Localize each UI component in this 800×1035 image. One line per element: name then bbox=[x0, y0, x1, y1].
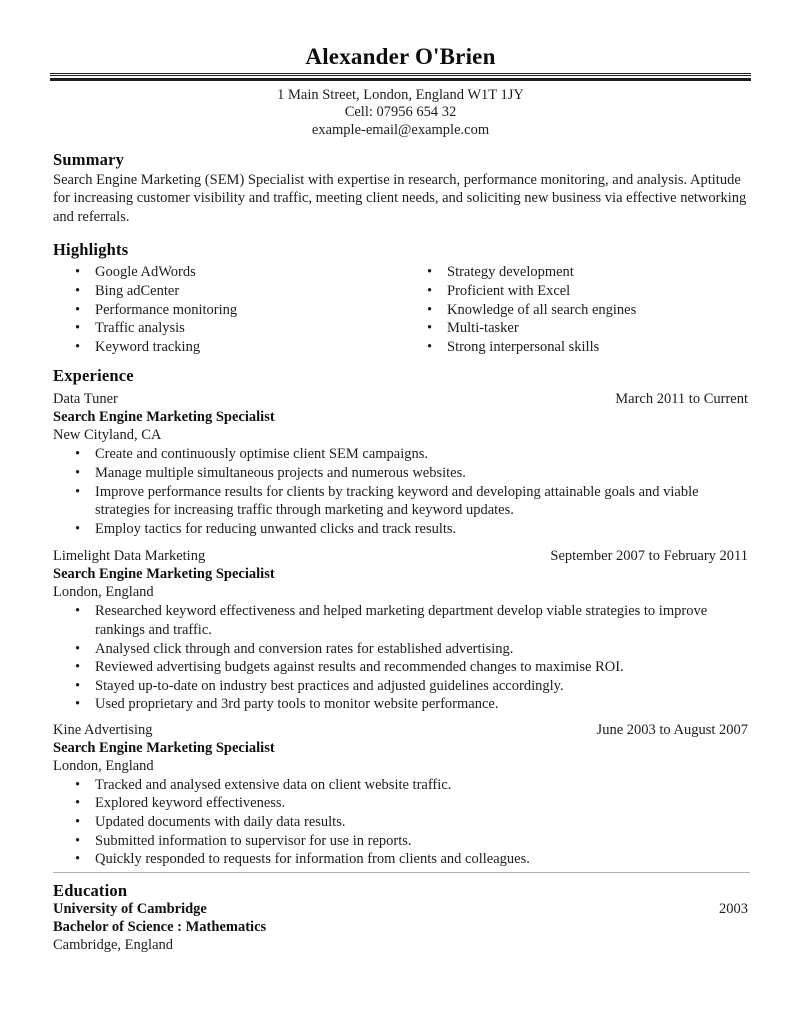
job-location: London, England bbox=[53, 757, 154, 774]
highlight-text: Traffic analysis bbox=[95, 320, 185, 337]
job-bullet-text: Quickly responded to requests for information from clients and colleagues. bbox=[95, 851, 530, 868]
bullet-marker: • bbox=[75, 603, 81, 620]
highlight-item bbox=[427, 319, 748, 338]
bullet-marker: • bbox=[75, 677, 81, 694]
bullet-marker: • bbox=[75, 851, 81, 868]
job-location: New Cityland, CA bbox=[53, 427, 162, 444]
job-bullet-text: Create and continuously optimise client SEM campaigns. bbox=[95, 446, 429, 463]
highlight-text: Strategy development bbox=[447, 264, 574, 281]
bullet-marker: • bbox=[75, 446, 81, 463]
bullet-marker: • bbox=[75, 776, 81, 793]
job-bullet-text: Tracked and analysed extensive data on client website traffic. bbox=[95, 776, 452, 793]
highlight-item bbox=[75, 319, 405, 338]
highlight-item bbox=[75, 338, 405, 357]
job-bullet-text: Researched keyword effectiveness and helped marketing department develop viable strategies to improve rankings and traffic. bbox=[95, 603, 708, 638]
bullet-marker: • bbox=[75, 659, 81, 676]
job-bullet-text: Stayed up-to-date on industry best practices and adjusted guidelines accordingly. bbox=[95, 677, 564, 694]
job-bullet-text: Used proprietary and 3rd party tools to monitor website performance. bbox=[95, 696, 499, 713]
job-dates: June 2003 to August 2007 bbox=[596, 721, 748, 738]
highlight-item bbox=[427, 301, 748, 320]
job-bullet-text: Analysed click through and conversion rates for established advertising. bbox=[95, 640, 514, 657]
education-degree: Bachelor of Science : Mathematics bbox=[53, 918, 267, 935]
bullet-marker: • bbox=[75, 640, 81, 657]
highlights-right-column bbox=[405, 263, 748, 356]
section-title-highlights: Highlights bbox=[53, 240, 129, 260]
bullet-marker: • bbox=[75, 696, 81, 713]
name-divider-line-1 bbox=[50, 73, 751, 74]
job-bullet bbox=[75, 832, 748, 851]
job-bullet bbox=[75, 658, 748, 677]
job-bullet-text: Reviewed advertising budgets against results and recommended changes to maximise ROI. bbox=[95, 659, 624, 676]
highlight-text: Keyword tracking bbox=[95, 338, 201, 355]
job-role: Search Engine Marketing Specialist bbox=[53, 409, 275, 426]
section-title-summary: Summary bbox=[53, 149, 125, 169]
bullet-marker: • bbox=[75, 464, 81, 481]
job-bullet bbox=[75, 695, 748, 714]
highlight-text: Multi-tasker bbox=[447, 320, 519, 337]
job-bullet-text: Improve performance results for clients by tracking keyword and developing attainable goals and viable strategies for increasing traffic through marketing and keyword updates. bbox=[95, 483, 699, 519]
resume-name: Alexander O'Brien bbox=[305, 44, 496, 69]
job-bullet-text: Updated documents with daily data results. bbox=[95, 814, 346, 831]
contact-block bbox=[53, 87, 748, 139]
section-title-experience: Experience bbox=[53, 366, 134, 386]
highlight-item bbox=[427, 263, 748, 282]
job-company: Limelight Data Marketing bbox=[53, 548, 206, 565]
job-bullet bbox=[75, 483, 748, 520]
job-bullet bbox=[75, 445, 748, 464]
bullet-marker: • bbox=[75, 282, 81, 299]
name-divider-line-2 bbox=[50, 75, 751, 76]
education-school: University of Cambridge bbox=[53, 900, 207, 917]
job-bullet bbox=[75, 464, 748, 483]
job-bullet bbox=[75, 677, 748, 696]
bullet-marker: • bbox=[75, 320, 81, 337]
job-entry bbox=[53, 390, 748, 538]
bullet-marker: • bbox=[75, 814, 81, 831]
job-bullet bbox=[75, 776, 748, 795]
contact-phone: Cell: 07956 654 32 bbox=[344, 104, 457, 121]
job-location: London, England bbox=[53, 584, 154, 601]
bullet-marker: • bbox=[75, 338, 81, 355]
highlight-item bbox=[427, 282, 748, 301]
bullet-marker: • bbox=[75, 264, 81, 281]
education-location: Cambridge, England bbox=[53, 936, 174, 953]
job-bullet-text: Employ tactics for reducing unwanted clicks and track results. bbox=[95, 520, 457, 537]
job-dates: March 2011 to Current bbox=[615, 391, 748, 408]
job-company: Kine Advertising bbox=[53, 721, 153, 738]
bullet-marker: • bbox=[427, 320, 433, 337]
job-dates: September 2007 to February 2011 bbox=[550, 548, 748, 565]
summary-text: Search Engine Marketing (SEM) Specialist with expertise in research, performance monitoring, and analysis. Aptitude for increasing customer visibility and traffic, meeting client needs, and soliciting new business via effective networking and referrals. bbox=[53, 171, 747, 225]
bullet-marker: • bbox=[75, 795, 81, 812]
bullet-marker: • bbox=[75, 483, 81, 500]
highlight-item bbox=[75, 263, 405, 282]
bullet-marker: • bbox=[75, 301, 81, 318]
highlight-item bbox=[75, 282, 405, 301]
contact-address: 1 Main Street, London, England W1T 1JY bbox=[277, 87, 524, 103]
job-role: Search Engine Marketing Specialist bbox=[53, 566, 275, 583]
highlight-text: Google AdWords bbox=[95, 264, 196, 281]
name-divider bbox=[50, 73, 751, 81]
highlight-item bbox=[427, 338, 748, 357]
job-company: Data Tuner bbox=[53, 391, 118, 408]
education-entry bbox=[53, 900, 748, 954]
highlight-text: Strong interpersonal skills bbox=[447, 338, 600, 355]
name-divider-line-3 bbox=[50, 78, 751, 81]
highlight-text: Performance monitoring bbox=[95, 301, 238, 318]
bullet-marker: • bbox=[75, 520, 81, 537]
job-bullet bbox=[75, 602, 748, 639]
contact-email: example-email@example.com bbox=[311, 121, 490, 138]
education-year: 2003 bbox=[719, 900, 748, 917]
bullet-marker: • bbox=[427, 282, 433, 299]
job-bullet bbox=[75, 640, 748, 659]
education-divider bbox=[53, 872, 750, 873]
bullet-marker: • bbox=[75, 832, 81, 849]
bullet-marker: • bbox=[427, 301, 433, 318]
bullet-marker: • bbox=[427, 338, 433, 355]
job-entry bbox=[53, 721, 748, 869]
section-title-education: Education bbox=[53, 880, 128, 900]
job-role: Search Engine Marketing Specialist bbox=[53, 739, 275, 756]
job-bullet bbox=[75, 813, 748, 832]
highlights-left-column bbox=[53, 263, 405, 356]
highlight-text: Bing adCenter bbox=[95, 282, 180, 299]
job-bullet bbox=[75, 850, 748, 869]
job-entry bbox=[53, 547, 748, 714]
job-bullet-text: Explored keyword effectiveness. bbox=[95, 795, 286, 812]
bullet-marker: • bbox=[427, 264, 433, 281]
job-bullet bbox=[75, 520, 748, 539]
highlights-columns bbox=[53, 263, 748, 356]
job-bullet bbox=[75, 794, 748, 813]
highlight-text: Knowledge of all search engines bbox=[447, 301, 637, 318]
job-bullet-text: Submitted information to supervisor for use in reports. bbox=[95, 832, 412, 849]
highlight-item bbox=[75, 301, 405, 320]
job-bullet-text: Manage multiple simultaneous projects and numerous websites. bbox=[95, 464, 466, 481]
highlight-text: Proficient with Excel bbox=[447, 282, 571, 299]
